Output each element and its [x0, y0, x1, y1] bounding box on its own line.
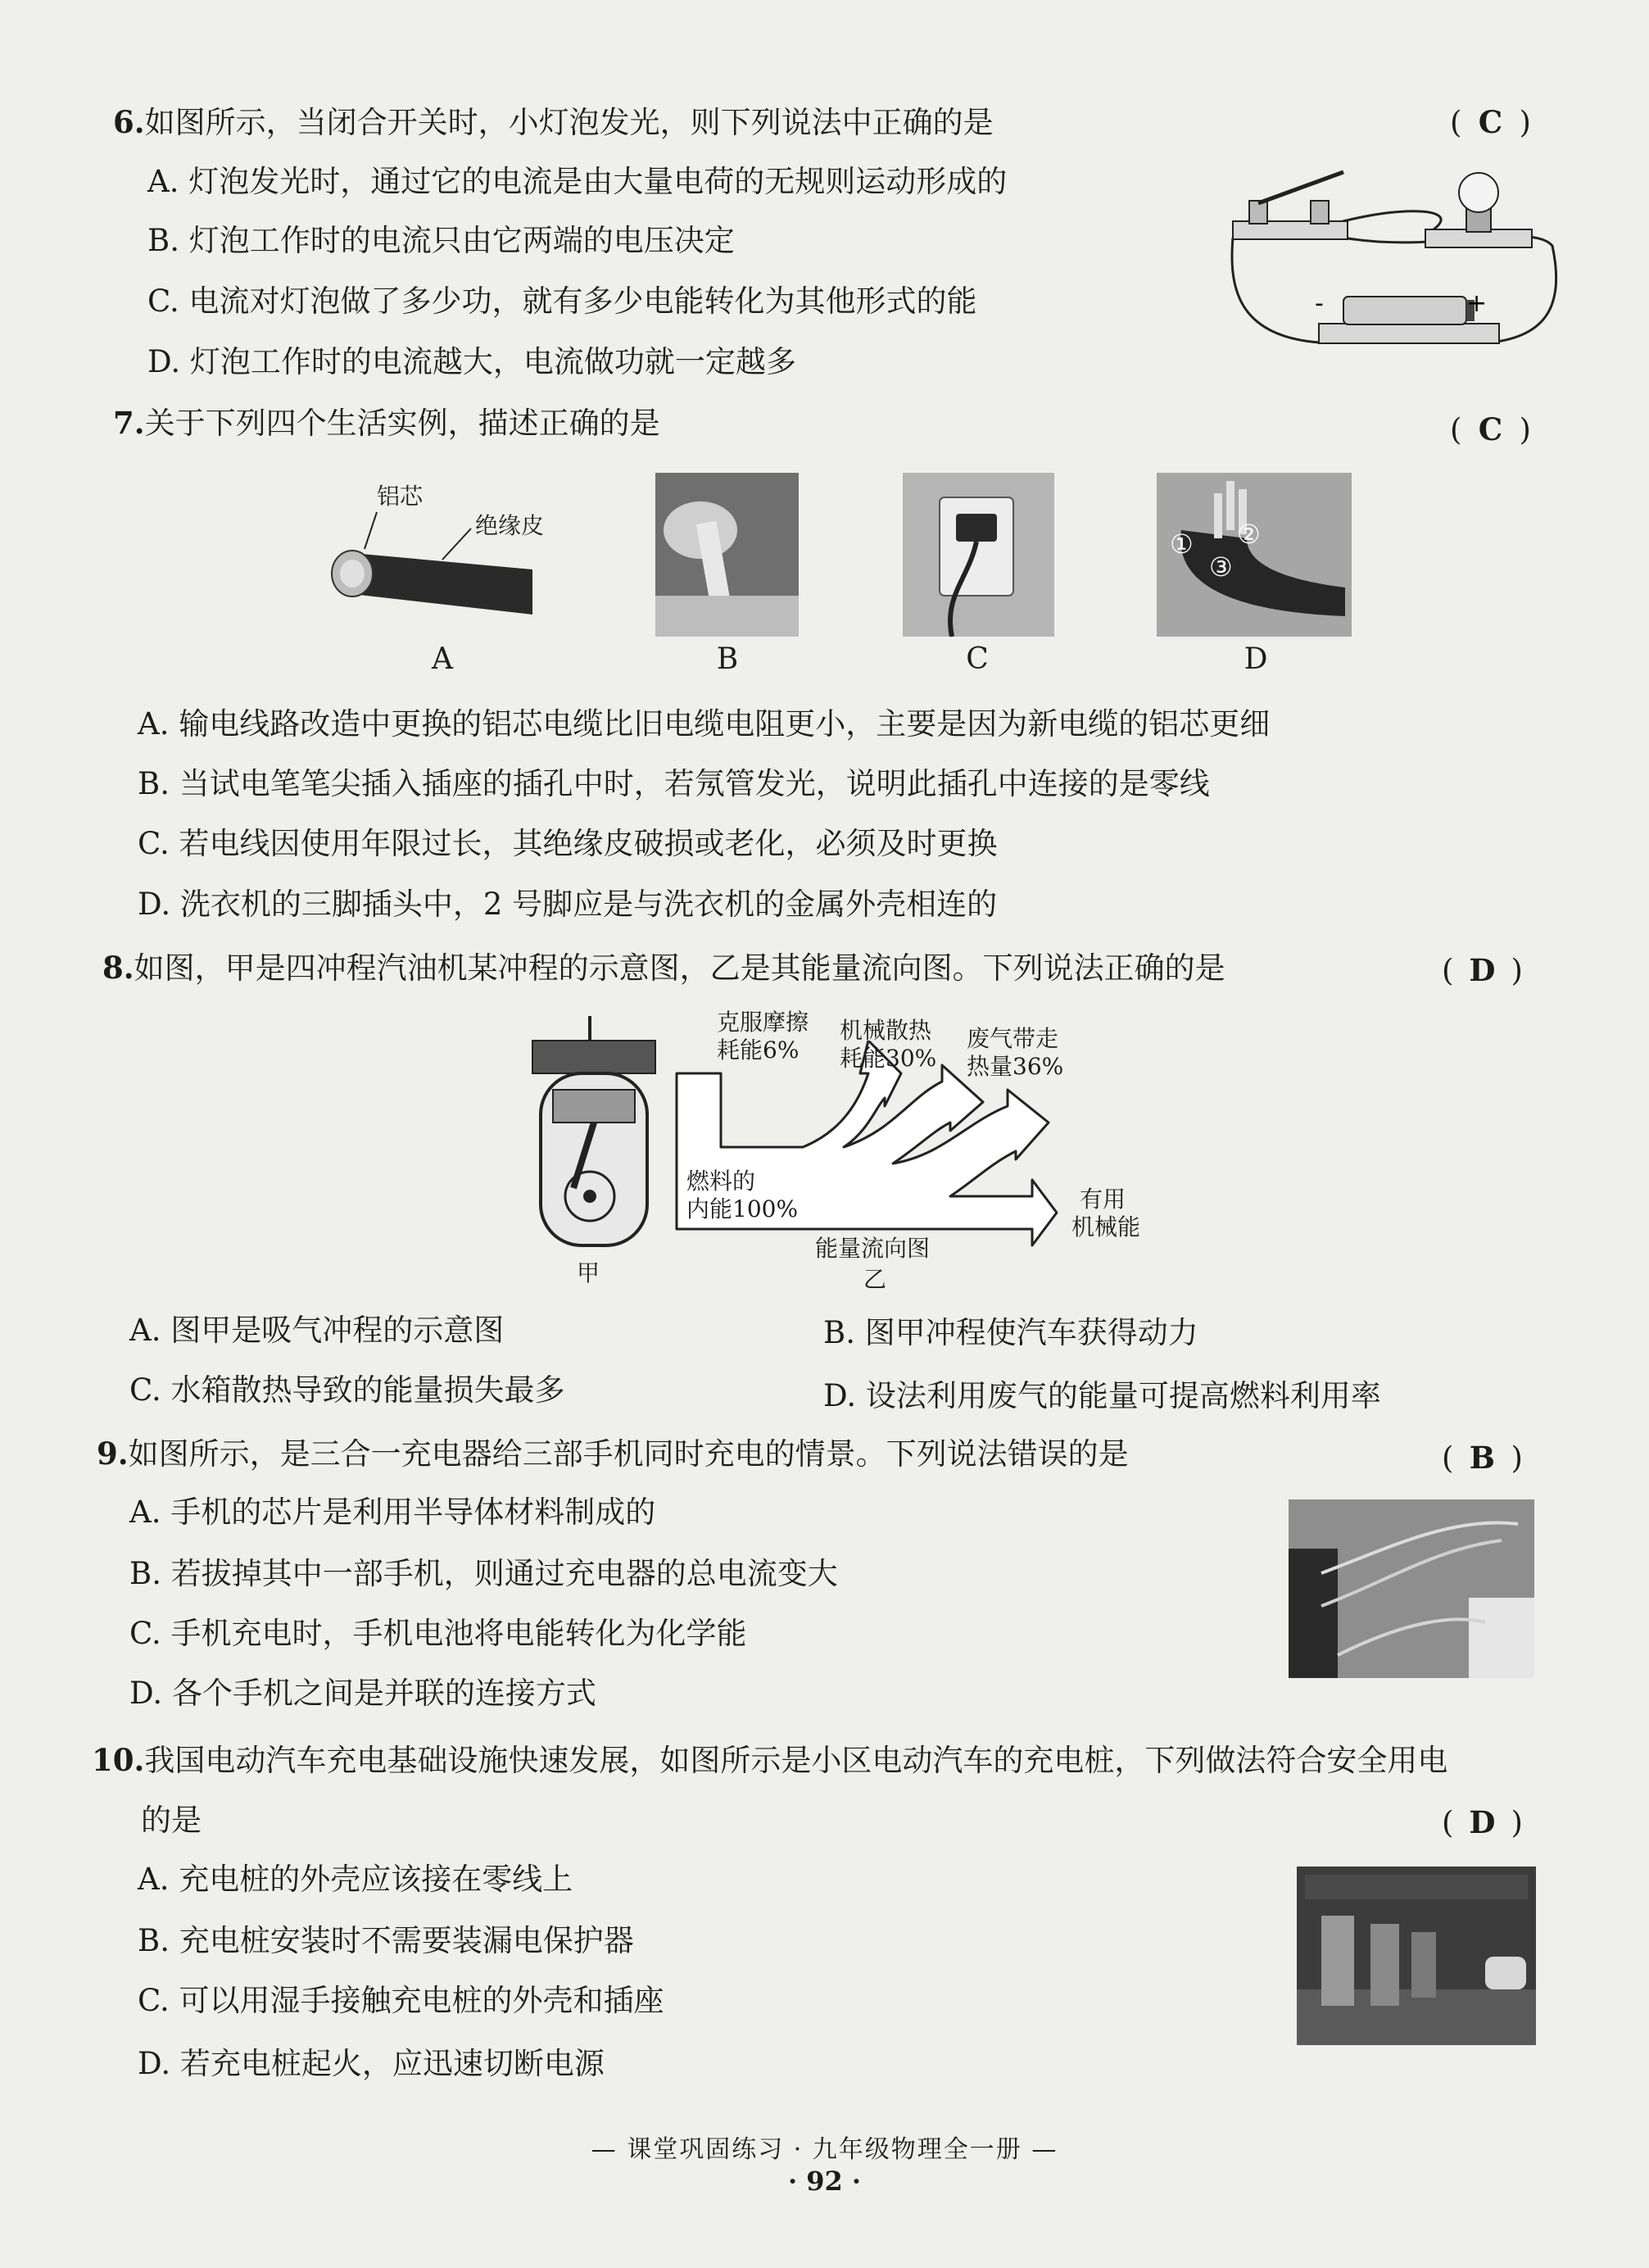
question-9-option-a: A. 手机的芯片是利用半导体材料制成的: [129, 1495, 656, 1530]
heat-label-2: 耗能30%: [840, 1045, 937, 1072]
heat-label-1: 机械散热: [840, 1017, 932, 1044]
friction-label-1: 克服摩擦: [717, 1009, 809, 1036]
question-7-stem: 7.关于下列四个生活实例，描述正确的是: [113, 405, 660, 441]
flow-title: 能量流向图: [815, 1235, 931, 1262]
caption-c: C: [966, 642, 989, 676]
footer-title: — 课堂巩固练习 · 九年级物理全一册 —: [591, 2135, 1058, 2164]
engine-figure: [524, 1016, 664, 1254]
useful-label-2: 机械能: [1071, 1213, 1141, 1241]
question-10-stem-continued: 的是: [141, 1803, 202, 1838]
insulation-label: 绝缘皮: [475, 512, 545, 539]
question-10-stem: 10.我国电动汽车充电基础设施快速发展，如图所示是小区电动汽车的充电桩，下列做法符合安全用电: [92, 1742, 1448, 1778]
question-9-answer: ( B ): [1442, 1440, 1523, 1476]
question-8-option-c: C. 水箱散热导致的能量损失最多: [129, 1372, 565, 1408]
page-number: · 92 ·: [787, 2166, 862, 2197]
useful-label-1: 有用: [1080, 1186, 1126, 1213]
exhaust-label-1: 废气带走: [967, 1025, 1059, 1052]
question-7-option-c: C. 若电线因使用年限过长，其绝缘皮破损或老化，必须及时更换: [138, 826, 998, 861]
jia-label: 甲: [577, 1259, 600, 1286]
yi-label: 乙: [863, 1266, 887, 1293]
question-8-stem: 8.如图，甲是四冲程汽油机某冲程的示意图，乙是其能量流向图。下列说法正确的是: [102, 950, 1225, 986]
question-9-option-d: D. 各个手机之间是并联的连接方式: [129, 1676, 596, 1711]
question-6-option-b: B. 灯泡工作时的电流只由它两端的电压决定: [147, 223, 735, 258]
question-6-option-d: D. 灯泡工作时的电流越大，电流做功就一定越多: [147, 344, 796, 379]
question-6-option-a: A. 灯泡发光时，通过它的电流是由大量电荷的无规则运动形成的: [147, 164, 1008, 199]
pin-2-label: ②: [1237, 519, 1261, 550]
question-6-option-c: C. 电流对灯泡做了多少功，就有多少电能转化为其他形式的能: [147, 284, 977, 319]
charger-photo: [1289, 1499, 1534, 1678]
caption-d: D: [1244, 642, 1268, 676]
cable-figure: [328, 479, 557, 627]
question-9-stem: 9.如图所示，是三合一充电器给三部手机同时充电的情景。下列说法错误的是: [97, 1436, 1129, 1472]
fuel-label-2: 内能100%: [686, 1195, 799, 1222]
question-7-option-d: D. 洗衣机的三脚插头中，2 号脚应是与洗衣机的金属外壳相连的: [138, 887, 998, 922]
question-10-option-d: D. 若充电桩起火，应迅速切断电源: [138, 2046, 605, 2081]
question-6-stem: 6.如图所示，当闭合开关时，小灯泡发光，则下列说法中正确的是: [113, 104, 994, 140]
charging-pile-photo: [1297, 1867, 1536, 2045]
question-7-option-b: B. 当试电笔笔尖插入插座的插孔中时，若氖管发光，说明此插孔中连接的是零线: [138, 766, 1210, 801]
question-10-option-a: A. 充电桩的外壳应该接在零线上: [138, 1862, 573, 1897]
friction-label-2: 耗能6%: [717, 1036, 800, 1064]
switch-icon: [1233, 172, 1348, 239]
question-6-answer: ( C ): [1450, 104, 1531, 140]
test-pen-photo: [655, 473, 799, 637]
fuel-label-1: 燃料的: [686, 1168, 756, 1195]
question-10-option-c: C. 可以用湿手接触充电桩的外壳和插座: [138, 1983, 664, 2018]
core-label: 铝芯: [377, 483, 424, 510]
question-7-answer: ( C ): [1450, 411, 1531, 447]
question-10-answer: ( D ): [1442, 1804, 1523, 1840]
question-10-option-b: B. 充电桩安装时不需要装漏电保护器: [138, 1923, 634, 1958]
plus-label: +: [1466, 289, 1488, 318]
socket-photo: [903, 473, 1054, 637]
caption-b: B: [716, 642, 739, 676]
question-8-option-a: A. 图甲是吸气冲程的示意图: [129, 1313, 505, 1348]
minus-label: -: [1315, 289, 1324, 318]
question-8-answer: ( D ): [1442, 952, 1523, 988]
question-8-option-b: B. 图甲冲程使汽车获得动力: [823, 1315, 1198, 1350]
question-7-option-a: A. 输电线路改造中更换的铝芯电缆比旧电缆电阻更小，主要是因为新电缆的铝芯更细: [138, 706, 1271, 742]
question-9-option-b: B. 若拔掉其中一部手机，则通过充电器的总电流变大: [129, 1556, 838, 1591]
caption-a: A: [432, 642, 453, 676]
question-9-option-c: C. 手机充电时，手机电池将电能转化为化学能: [129, 1616, 747, 1651]
pin-1-label: ①: [1170, 528, 1194, 560]
exhaust-label-2: 热量36%: [967, 1053, 1064, 1080]
question-8-option-d: D. 设法利用废气的能量可提高燃料利用率: [823, 1378, 1381, 1413]
circuit-figure: [1221, 156, 1565, 361]
bulb-icon: [1425, 173, 1532, 247]
pin-3-label: ③: [1209, 551, 1233, 583]
